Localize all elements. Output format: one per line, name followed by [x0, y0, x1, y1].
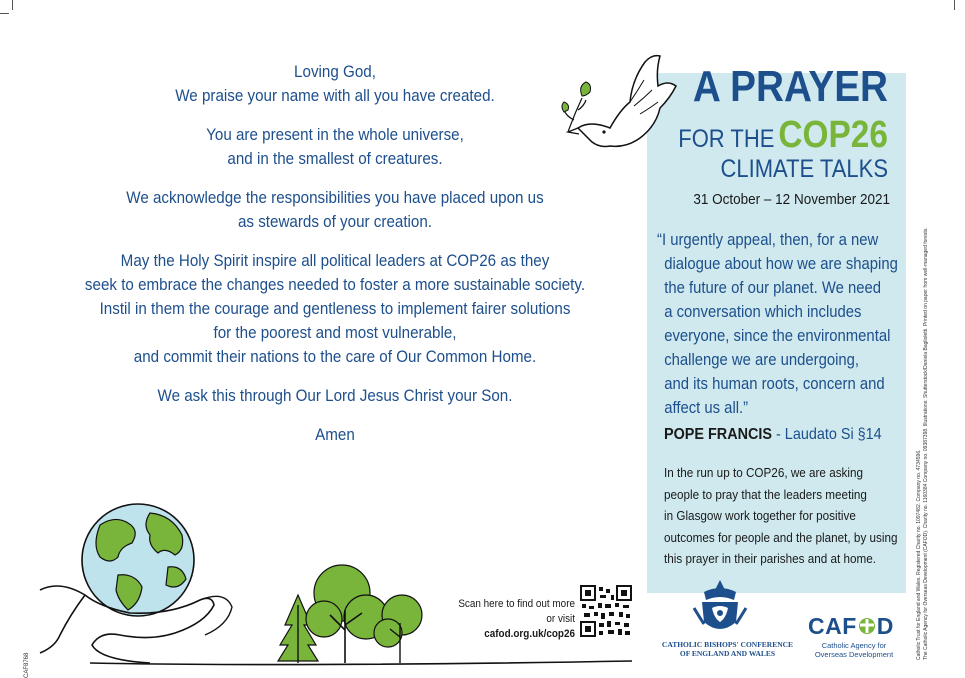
title-for-the-cop26 [652, 114, 888, 157]
cafod-cop26-link[interactable]: cafod.org.uk/cop26 [484, 628, 575, 640]
bishops-conference-crest-icon [690, 578, 750, 638]
crop-mark [0, 13, 9, 14]
note-line: this prayer in their parishes and at home. [664, 551, 877, 566]
note-line: In the run up to COP26, we are asking [664, 465, 864, 480]
note-line: in Glasgow work together for positive [664, 508, 856, 523]
quote-line: challenge we are undergoing, [664, 351, 860, 369]
campaign-note [664, 462, 898, 570]
cafod-logo: CAF D [808, 613, 894, 639]
quote-line: and its human roots, concern and [664, 375, 885, 393]
prayer-paragraph-1: Loving God, We praise your name with all you have created. [175, 63, 495, 105]
quote-line: a conversation which includes [664, 303, 862, 321]
globe-icon [82, 504, 194, 616]
round-tree-icon [306, 565, 388, 663]
quote-line: dialogue about how we are shaping [664, 255, 898, 273]
prayer-paragraph-5: We ask this through Our Lord Jesus Christ your Son. [157, 387, 513, 405]
cafod-cross-o-icon [857, 616, 877, 636]
legal-text [916, 140, 929, 660]
cafod-logo-subtitle: Catholic Agency for Overseas Development [814, 641, 894, 659]
quote-author: POPE FRANCIS [664, 426, 773, 443]
note-line: outcomes for people and the planet, by using [664, 529, 898, 545]
print-code: CAF8768 [24, 652, 30, 678]
crop-mark [12, 0, 13, 10]
quote-line: affect us all.” [664, 399, 749, 417]
quote-line: everyone, since the environmental [664, 327, 891, 345]
scan-line-1: Scan here to find out more [458, 598, 575, 610]
title-cop26: COP26 [778, 114, 888, 156]
quote-attribution [664, 426, 882, 444]
quote-source: - Laudato Si §14 [772, 426, 882, 443]
prayer-paragraph-3: We acknowledge the responsibilities you have placed upon us as stewards of your creation. [126, 189, 544, 231]
qr-code-icon[interactable] [580, 585, 632, 637]
legal-line-2: The Catholic Agency for Overseas Development (CAFOD). Charity no. 1160384 Company no. 09387398. Illustrations: Shutterstock/Daniela Baglioletti. Printed on paper from well-managed forests. [922, 227, 929, 660]
prayer-text [64, 60, 607, 462]
pope-quote [657, 228, 898, 420]
crop-mark [954, 0, 955, 10]
title-a-prayer: A PRAYER [692, 62, 888, 111]
legal-line-1: Catholic Trust for England and Wales. Registered Charity no. 1097482. Company no. 4734596. [916, 449, 922, 660]
title-for-the: FOR THE [678, 125, 775, 153]
prayer-amen: Amen [315, 426, 355, 444]
scan-line-2: or visit [546, 613, 575, 625]
bishops-conference-logo-text: CATHOLIC BISHOPS' CONFERENCE OF ENGLAND AND WALES [661, 640, 794, 658]
title-climate-talks: CLIMATE TALKS [720, 155, 888, 183]
event-dates: 31 October – 12 November 2021 [693, 191, 890, 208]
quote-line: the future of our planet. We need [664, 279, 882, 297]
prayer-paragraph-2: You are present in the whole universe, and in the smallest of creatures. [206, 126, 464, 168]
globe-hand-trees-illustration [0, 495, 640, 676]
quote-line: “I urgently appeal, then, for a new [657, 231, 879, 249]
scan-info [436, 597, 576, 642]
prayer-paragraph-4: May the Holy Spirit inspire all political leaders at COP26 as they seek to embrace the changes needed to foster a more sustainable society. Instil in them the courage and gentleness to implement fairer solutions for the poorest and most vulnerable, and commit their nations to the care of Our Common Home. [84, 252, 586, 366]
note-line: people to pray that the leaders meeting [664, 486, 867, 502]
